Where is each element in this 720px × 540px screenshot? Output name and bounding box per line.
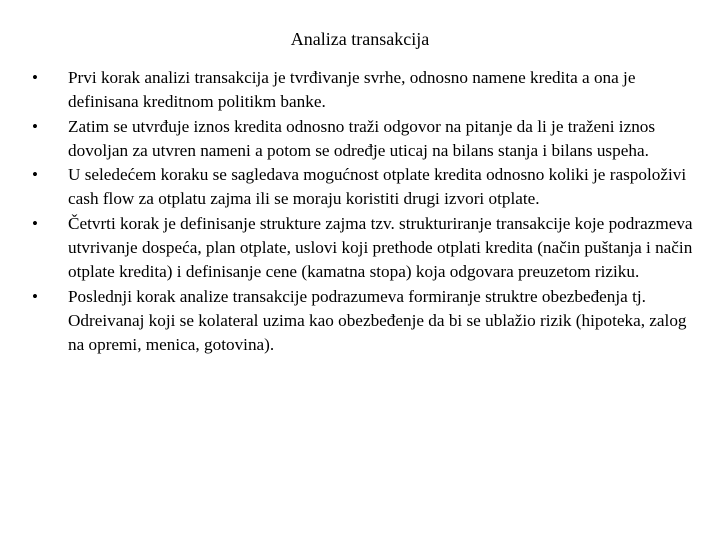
bullet-icon: •	[32, 116, 38, 136]
bullet-item-4	[30, 212, 695, 285]
bullet-text-5: Poslednji korak analize transakcije podrazumeva formiranje struktre obezbeđenja tj. Odreivanaj koji se kolateral uzima kao obezbeđenje da bi se ublažio rizik (hipoteka, zalog na opremi, menica, gotovina).	[68, 286, 687, 355]
bullet-list	[30, 66, 695, 358]
bullet-text-4: Četvrti korak je definisanje strukture zajma tzv. strukturiranje transakcije koje podrazmeva utvrivanje dospeća, plan otplate, uslovi koji prethode otplati kredita (način puštanja i način otplate kredita) i definisanje cene (kamatna stopa) koja odgovara preuzetom riziku.	[68, 213, 693, 282]
bullet-item-2	[30, 115, 695, 164]
bullet-item-3	[30, 163, 695, 212]
slide-title: Analiza transakcija	[290, 29, 430, 49]
bullet-text-2: Zatim se utvrđuje iznos kredita odnosno traži odgovor na pitanje da li je traženi iznos dovoljan za utvren nameni a potom se određje uticaj na bilans stanja i bilans uspeha.	[68, 116, 656, 160]
bullet-icon: •	[32, 286, 38, 306]
bullet-item-5	[30, 285, 695, 358]
bullet-text-3: U seledećem koraku se sagledava mogućnost otplate kredita odnosno koliki je raspoloživi cash flow za otplatu zajma ili se moraju koristiti drugi izvori otplate.	[68, 165, 687, 209]
bullet-icon: •	[32, 68, 38, 87]
bullet-icon: •	[32, 165, 38, 185]
bullet-text-1: Prvi korak analizi transakcija je tvrđivanje svrhe, odnosno namene kredita a ona je definisana kreditnom politikm banke.	[68, 68, 636, 112]
bullet-item-1	[30, 66, 695, 115]
bullet-icon: •	[32, 213, 38, 233]
